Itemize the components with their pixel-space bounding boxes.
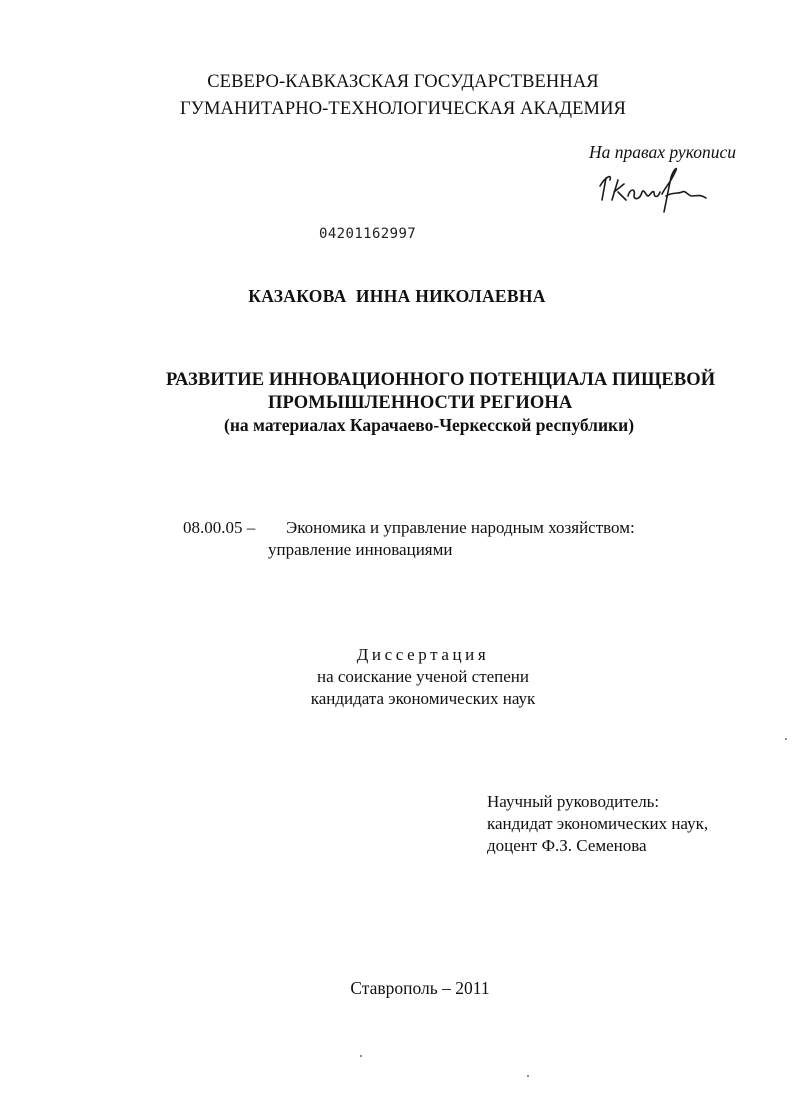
institution-line-1: СЕВЕРО-КАВКАЗСКАЯ ГОСУДАРСТВЕННАЯ	[207, 72, 599, 92]
place-year-text: Ставрополь – 2011	[350, 978, 490, 998]
dissertation-degree-line: на соискание ученой степени	[316, 667, 530, 686]
author-name: КАЗАКОВА ИННА НИКОЛАЕВНА	[248, 286, 546, 306]
specialty-code: 08.00.05 –	[183, 518, 256, 537]
advisor-degree: кандидат экономических наук,	[487, 814, 709, 833]
place-year	[0, 978, 794, 999]
specialty-name-line-2: управление инновациями	[268, 540, 453, 559]
registry-number: 04201162997	[319, 226, 417, 242]
institution-line-2: ГУМАНИТАРНО-ТЕХНОЛОГИЧЕСКАЯ АКАДЕМИЯ	[179, 99, 626, 119]
title-line-2: ПРОМЫШЛЕННОСТИ РЕГИОНА	[268, 393, 573, 413]
scan-speck	[527, 1075, 529, 1077]
scan-speck	[360, 1055, 362, 1057]
advisor-name: доцент Ф.З. Семенова	[487, 836, 647, 855]
specialty-name-line-1: Экономика и управление народным хозяйством:	[286, 518, 635, 537]
scan-speck	[785, 738, 787, 740]
handwritten-signature-icon	[596, 166, 716, 216]
title-line-1: РАЗВИТИЕ ИННОВАЦИОННОГО ПОТЕНЦИАЛА ПИЩЕВОЙ	[166, 370, 716, 390]
manuscript-note: На правах рукописи	[589, 142, 736, 162]
dissertation-label: Диссертация	[356, 645, 490, 664]
dissertation-field-line: кандидата экономических наук	[310, 689, 536, 708]
title-subtitle: (на материалах Карачаево-Черкесской республики)	[224, 415, 635, 435]
advisor-heading: Научный руководитель:	[487, 792, 660, 811]
